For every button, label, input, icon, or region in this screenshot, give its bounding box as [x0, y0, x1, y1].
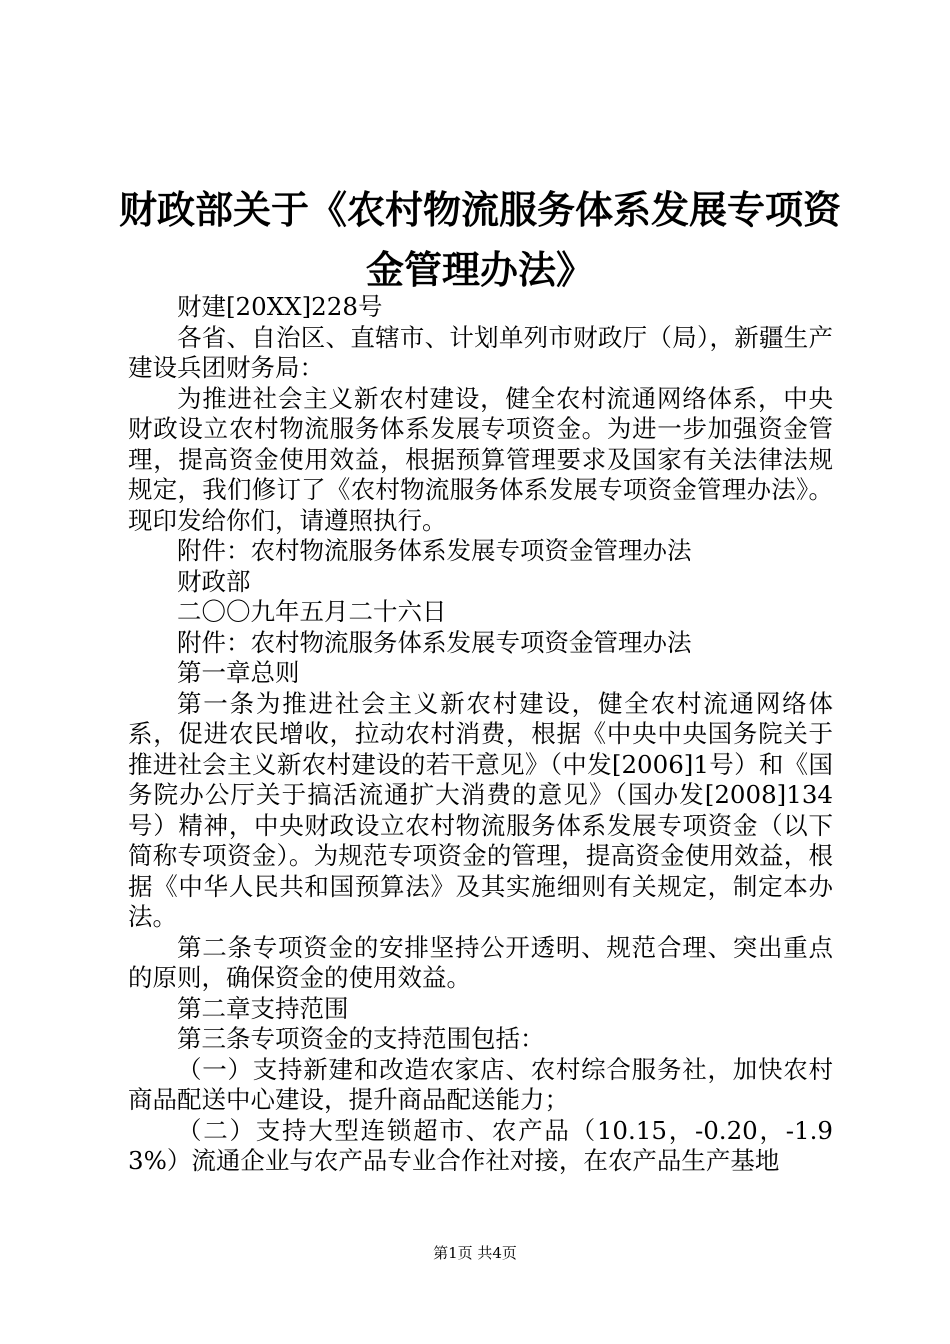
chapter-heading: 第一章总则 [177, 658, 300, 687]
attachment-heading: 附件：农村物流服务体系发展专项资金管理办法 [177, 627, 692, 657]
intro-paragraph: 为推进社会主义新农村建设，健全农村流通网络体系，中央财政设立农村物流服务体系发展专项资金。为进一步加强资金管理，提高资金使用效益，根据预算管理要求及国家有关法律法规规定，我们修订了《农村物流服务体系发展专项资金管理办法》。现印发给你们，请遵照执行。 [128, 383, 833, 535]
document-title: 财政部关于《农村物流服务体系发展专项资金管理办法》 [118, 188, 841, 292]
issue-date: 二〇〇九年五月二十六日 [177, 597, 447, 626]
page-number: 第1页 共4页 [433, 1244, 517, 1262]
list-item: （一）支持新建和改造农家店、农村综合服务社，加快农村商品配送中心建设，提升商品配送能力； [128, 1054, 833, 1114]
article-paragraph: 第三条专项资金的支持范围包括： [177, 1024, 545, 1053]
issuer: 财政部 [177, 566, 251, 596]
attachment-line: 附件：农村物流服务体系发展专项资金管理办法 [177, 536, 692, 565]
chapter-heading: 第二章支持范围 [177, 993, 349, 1023]
document-number: 财建[20XX]228号 [177, 292, 383, 321]
document-body [128, 292, 833, 1177]
article-paragraph: 第一条为推进社会主义新农村建设，健全农村流通网络体系，促进农民增收，拉动农村消费，根据《中央中央国务院关于推进社会主义新农村建设的若干意见》（中发[2006]1号）和《国务院办公厅关于搞活流通扩大消费的意见》（国办发[2008]134号）精神，中央财政设立农村物流服务体系发展专项资金（以下简称专项资金）。为规范专项资金的管理，提高资金使用效益，根据《中华人民共和国预算法》及其实施细则有关规定，制定本办法。 [128, 688, 833, 931]
addressee: 各省、自治区、直辖市、计划单列市财政厅（局），新疆生产建设兵团财务局： [128, 322, 833, 382]
article-paragraph: 第二条专项资金的安排坚持公开透明、规范合理、突出重点的原则，确保资金的使用效益。 [128, 932, 833, 992]
list-item: （二）支持大型连锁超市、农产品（10.15，-0.20，-1.93%）流通企业与农产品专业合作社对接，在农产品生产基地 [128, 1115, 833, 1175]
